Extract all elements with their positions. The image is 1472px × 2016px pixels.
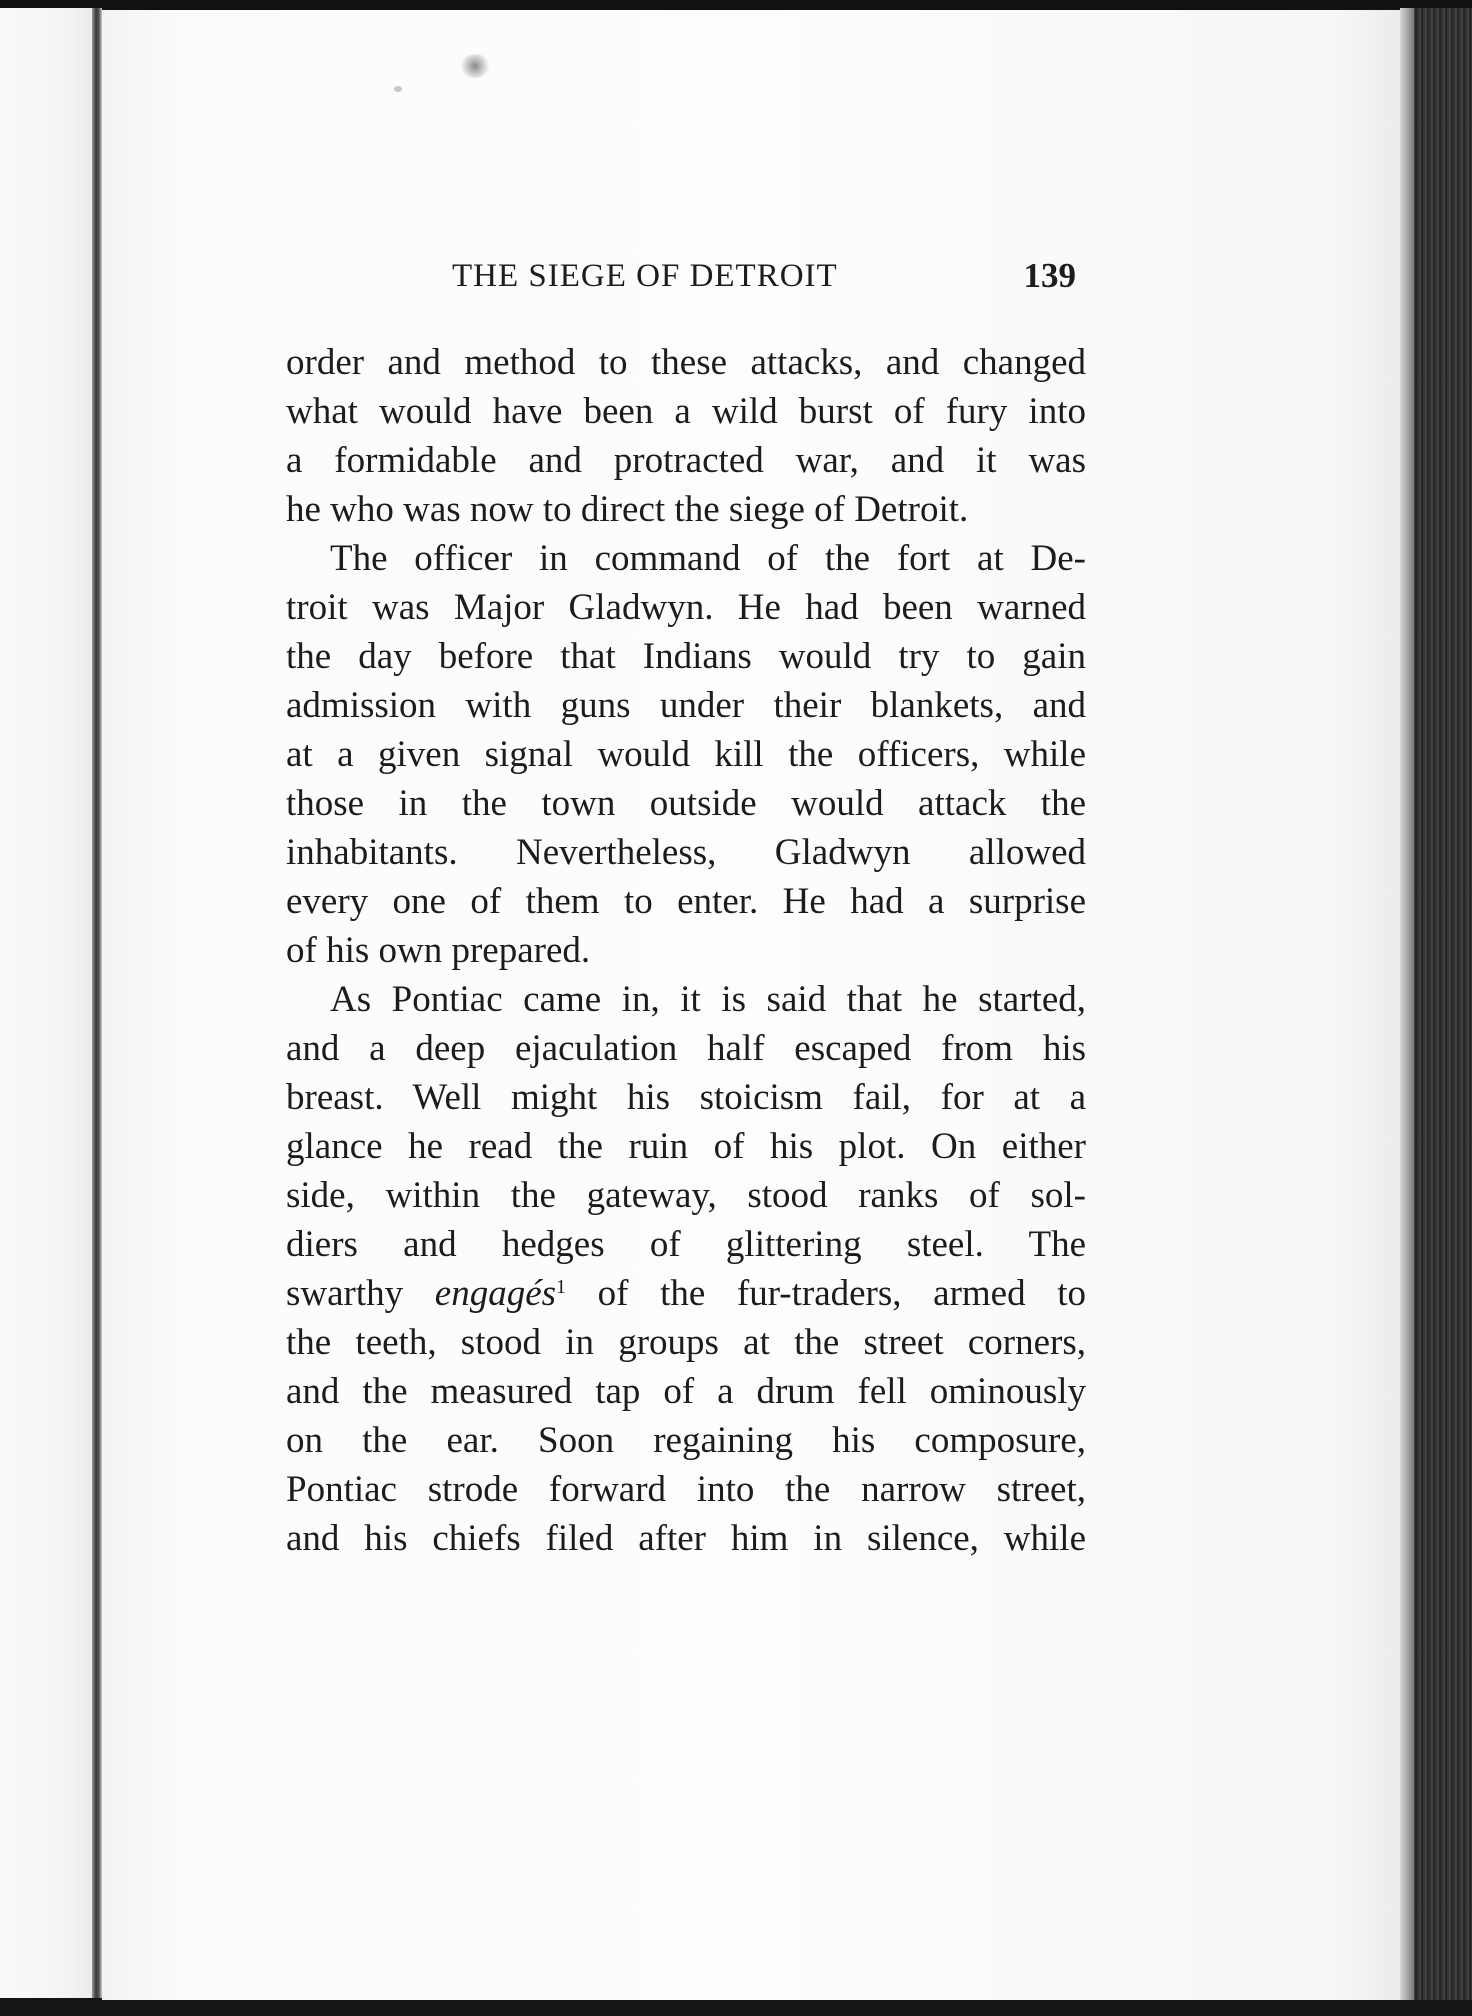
ink-smudge — [460, 54, 490, 78]
page-number: 139 — [1023, 256, 1076, 295]
text-line: inhabitants. Nevertheless, Gladwyn allowed — [286, 832, 1086, 873]
book-gutter — [92, 8, 102, 1998]
text-line: the day before that Indians would try to gain — [286, 636, 1086, 677]
text-line: a formidable and protracted war, and it was — [286, 440, 1086, 481]
text-line: those in the town outside would attack the — [286, 783, 1086, 824]
text-line: order and method to these attacks, and changed — [286, 342, 1086, 383]
text-line: glance he read the ruin of his plot. On either — [286, 1126, 1086, 1167]
text-line: what would have been a wild burst of fury into — [286, 391, 1086, 432]
text-line: troit was Major Gladwyn. He had been warned — [286, 587, 1086, 628]
page-edge-highlight — [1400, 8, 1414, 2016]
text-line: of his own prepared. — [286, 930, 591, 971]
footnote-mark: 1 — [556, 1276, 567, 1298]
italic-word: engagés — [434, 1273, 557, 1314]
text-line: and the measured tap of a drum fell ominously — [286, 1371, 1086, 1412]
scanner-top-border — [0, 0, 1472, 10]
text-line: admission with guns under their blankets, and — [286, 685, 1086, 726]
text-line: the teeth, stood in groups at the street corners, — [286, 1322, 1086, 1363]
text-line: side, within the gateway, stood ranks of sol- — [286, 1175, 1086, 1216]
text-line: on the ear. Soon regaining his composure, — [286, 1420, 1086, 1461]
italic-line-before: swarthy — [286, 1273, 435, 1314]
text-line: breast. Well might his stoicism fail, for at a — [286, 1077, 1086, 1118]
text-line-with-italic — [286, 1269, 1086, 1318]
previous-page-edge — [0, 8, 96, 1998]
text-line: and a deep ejaculation half escaped from his — [286, 1028, 1086, 1069]
ink-speck — [394, 86, 402, 92]
text-line: at a given signal would kill the officers, while — [286, 734, 1086, 775]
text-line: he who was now to direct the siege of Detroit. — [286, 489, 969, 530]
text-line: diers and hedges of glittering steel. The — [286, 1224, 1086, 1265]
scanner-bottom-border — [0, 2000, 1472, 2016]
page-header — [452, 258, 1080, 306]
italic-line-after: of the fur-traders, armed to — [566, 1273, 1086, 1314]
text-line: every one of them to enter. He had a surprise — [286, 881, 1086, 922]
text-line: The officer in command of the fort at De- — [330, 538, 1086, 579]
body-text — [286, 338, 1086, 1563]
text-line: Pontiac strode forward into the narrow street, — [286, 1469, 1086, 1510]
text-line: and his chiefs filed after him in silence, while — [286, 1518, 1086, 1559]
running-head: THE SIEGE OF DETROIT — [452, 258, 838, 294]
text-line: As Pontiac came in, it is said that he started, — [330, 979, 1086, 1020]
